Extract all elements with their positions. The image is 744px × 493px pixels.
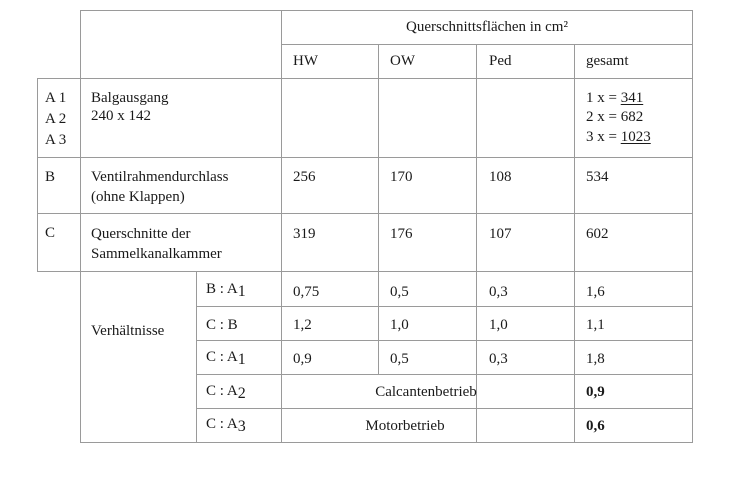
row-c-ped: 107 [489, 226, 512, 242]
row-c-gesamt: 602 [586, 226, 609, 242]
ratio-label-c-a1: C : A1 [206, 349, 246, 368]
column-header-gesamt: gesamt [586, 53, 629, 69]
ratio-5-gesamt: 0,6 [586, 418, 605, 434]
ratio-label-b-a1: B : A1 [206, 281, 246, 300]
row-id-a3: A 3 [45, 132, 67, 148]
ratio-3-gesamt: 1,8 [586, 351, 605, 367]
row-a-gesamt-1: 1 x = 341 [586, 90, 644, 106]
ratios-label: Verhältnisse [91, 323, 165, 339]
ratio-1-hw: 0,75 [293, 284, 320, 300]
row-b-label-line2: (ohne Klappen) [91, 189, 185, 205]
ratio-1-ped: 0,3 [489, 284, 508, 300]
row-c-label-line2: Sammelkanalkammer [91, 246, 222, 262]
row-c-label-line1: Querschnitte der [91, 226, 191, 242]
ratio-2-ow: 1,0 [390, 317, 409, 333]
ratio-2-gesamt: 1,1 [586, 317, 605, 333]
row-id-c: C [45, 225, 56, 241]
ratio-4-span-text: Calcantenbetrieb [375, 384, 477, 400]
row-a-gesamt-2: 2 x = 682 [586, 109, 644, 125]
ratio-3-hw: 0,9 [293, 351, 312, 367]
ratio-2-hw: 1,2 [293, 317, 312, 333]
row-a-label-line2: 240 x 142 [91, 108, 151, 124]
ratio-4-gesamt: 0,9 [586, 384, 605, 400]
row-a-gesamt-3: 3 x = 1023 [586, 129, 651, 145]
ratio-3-ped: 0,3 [489, 351, 508, 367]
row-id-b: B [45, 169, 56, 185]
ratio-label-c-a3: C : A3 [206, 416, 246, 435]
row-b-gesamt: 534 [586, 169, 609, 185]
row-a-label-line1: Balgausgang [91, 90, 169, 106]
ratio-1-ow: 0,5 [390, 284, 409, 300]
column-header-ow: OW [390, 53, 415, 69]
group-header-title: Querschnittsflächen in cm² [406, 19, 568, 35]
ratio-5-span-text: Motorbetrieb [365, 418, 445, 434]
row-id-a2: A 2 [45, 111, 67, 127]
column-header-hw: HW [293, 53, 318, 69]
row-c-ow: 176 [390, 226, 413, 242]
row-id-a1: A 1 [45, 90, 67, 106]
column-header-ped: Ped [489, 53, 512, 69]
row-b-label-line1: Ventilrahmendurchlass [91, 169, 229, 185]
ratio-label-c-b: C : B [206, 317, 238, 333]
ratio-1-gesamt: 1,6 [586, 284, 605, 300]
ratio-3-ow: 0,5 [390, 351, 409, 367]
row-b-ow: 170 [390, 169, 413, 185]
ratio-2-ped: 1,0 [489, 317, 508, 333]
ratio-label-c-a2: C : A2 [206, 383, 246, 402]
row-b-ped: 108 [489, 169, 512, 185]
row-c-hw: 319 [293, 226, 316, 242]
row-b-hw: 256 [293, 169, 316, 185]
